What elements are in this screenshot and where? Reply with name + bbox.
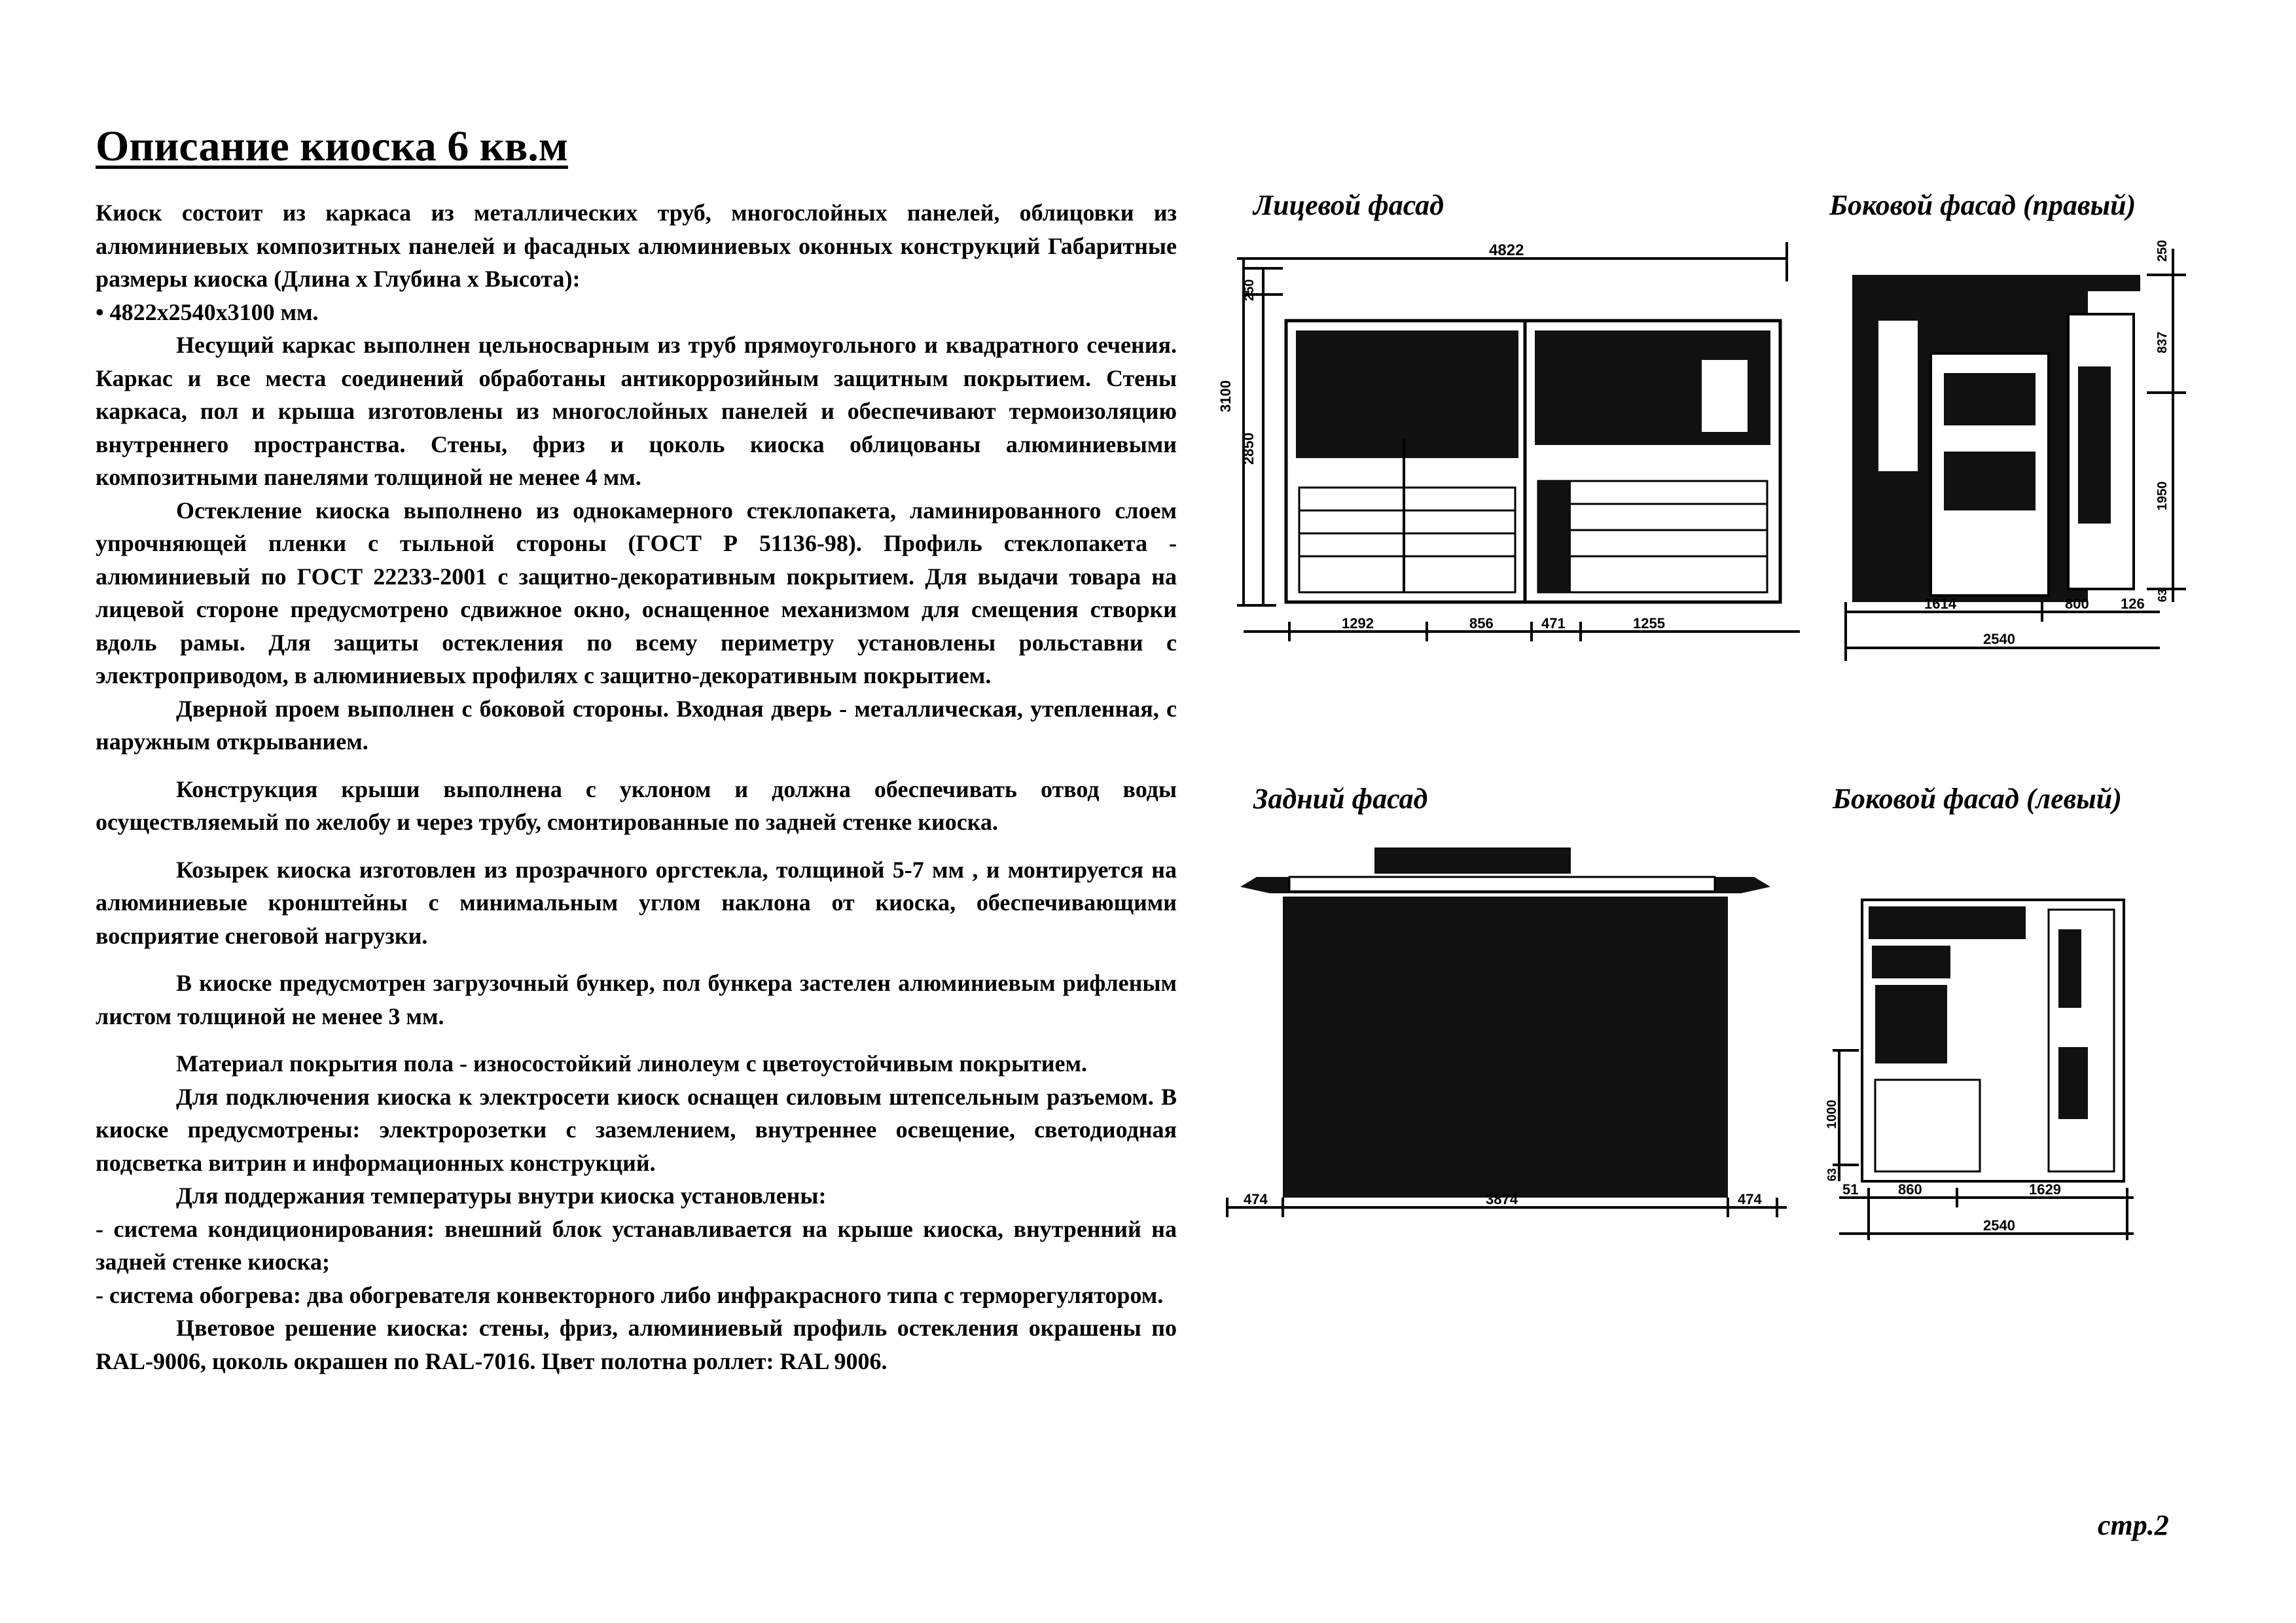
caption-side-left-facade: Боковой фасад (левый) xyxy=(1833,783,2122,815)
dim-side-right-bottom: 800 xyxy=(2065,596,2089,612)
paragraph: Остекление киоска выполнено из однокамерного стеклопакета, ламинированного слоем упрочняющей пленки с тыльной стороны (ГОСТ Р 51136-98). Профиль стеклопакета - алюминиевый по ГОСТ 22233-2001 с защитно-декоративным покрытием. Для выдачи товара на лицевой стороне предусмотрено сдвижное окно, оснащенное механизмом для смещения створки вдоль рамы. Для защиты остекления по всему периметру установлены рольставни с электроприводом, в алюминиевых профилях с защитно-декоративным покрытием. xyxy=(96,497,1177,688)
dim-side-left-bottom: 1629 xyxy=(2029,1181,2061,1198)
paragraph: • 4822х2540х3100 мм. xyxy=(96,298,319,325)
back-facade-drawing xyxy=(1217,844,1806,1237)
dim-back-middle: 3874 xyxy=(1486,1191,1518,1207)
dim-side-left-height: 1000 xyxy=(1825,1099,1839,1129)
dim-side-right-lower: 1950 xyxy=(2155,481,2170,510)
side-right-facade-drawing xyxy=(1833,236,2199,661)
dim-front-bottom: 471 xyxy=(1541,615,1566,632)
paragraph: Для подключения киоска к электросети киоск оснащен силовым штепсельным разъемом. В киоске предусмотрены: электророзетки с заземлением, внутреннее освещение, светодиодная подсветка витрин и информационных конструкций. xyxy=(96,1083,1177,1176)
dim-side-left-base: 63 xyxy=(1825,1168,1839,1181)
dim-front-bottom: 1255 xyxy=(1633,615,1665,632)
dim-side-left-total: 2540 xyxy=(1983,1217,2015,1234)
dim-front-bottom: 1292 xyxy=(1342,615,1374,632)
paragraph: Материал покрытия пола - износостойкий линолеум с цветоустойчивым покрытием. xyxy=(176,1050,1088,1077)
dim-front-height-total: 3100 xyxy=(1217,380,1234,412)
dim-side-left-bottom: 51 xyxy=(1842,1181,1859,1198)
dim-front-top: 250 xyxy=(1242,279,1257,301)
dim-front-width: 4822 xyxy=(1489,241,1524,259)
paragraph: Дверной проем выполнен с боковой стороны. Входная дверь - металлическая, утепленная, с наружным открыванием. xyxy=(96,695,1177,755)
side-left-facade-drawing xyxy=(1825,877,2199,1257)
dim-side-right-base: 63 xyxy=(2156,588,2169,602)
dim-front-height-body: 2850 xyxy=(1240,433,1257,465)
caption-back-facade: Задний фасад xyxy=(1253,783,1428,815)
paragraph: Для поддержания температуры внутри киоска установлены: xyxy=(176,1183,827,1209)
caption-side-right-facade: Боковой фасад (правый) xyxy=(1829,189,2136,221)
dim-back-left: 474 xyxy=(1244,1191,1268,1207)
dim-side-right-bottom: 1614 xyxy=(1924,596,1956,612)
paragraph: Киоск состоит из каркаса из металлических труб, многослойных панелей, облицовки из алюминиевых композитных панелей и фасадных алюминиевых оконных конструкций Габаритные размеры киоска (Длина х Глубина х Высота): xyxy=(96,200,1177,292)
dim-side-right-upper: 837 xyxy=(2155,331,2170,353)
dim-side-right-bottom: 126 xyxy=(2121,596,2145,612)
front-facade-drawing xyxy=(1217,242,1806,635)
caption-front-facade: Лицевой фасад xyxy=(1253,189,1444,221)
paragraph: Конструкция крыши выполнена с уклоном и должна обеспечивать отвод воды осуществляемый по желобу и через трубу, смонтированные по задней стенке киоска. xyxy=(96,776,1177,835)
dim-side-right-top: 250 xyxy=(2155,240,2170,262)
paragraph: - система обогрева: два обогревателя конвекторного либо инфракрасного типа с терморегулятором. xyxy=(96,1281,1164,1308)
paragraph: - система кондиционирования: внешний блок устанавливается на крыше киоска, внутренний на задней стенке киоска; xyxy=(96,1215,1177,1275)
paragraph: В киоске предусмотрен загрузочный бункер, пол бункера застелен алюминиевым рифленым листом толщиной не менее 3 мм. xyxy=(96,970,1177,1029)
dim-back-right: 474 xyxy=(1738,1191,1762,1207)
paragraph: Цветовое решение киоска: стены, фриз, алюминиевый профиль остекления окрашены по RAL-9006, цоколь окрашен по RAL-7016. Цвет полотна роллет: RAL 9006. xyxy=(96,1315,1177,1374)
description-text xyxy=(96,196,1177,1378)
paragraph: Несущий каркас выполнен цельносварным из труб прямоугольного и квадратного сечения. Каркас и все места соединений обработаны антикоррозийным защитным покрытием. Стены каркаса, пол и крыша изготовлены из многослойных панелей и обеспечивают термоизоляцию внутреннего пространства. Стены, фриз и цоколь киоска облицованы алюминиевыми композитными панелями толщиной не менее 4 мм. xyxy=(96,332,1177,490)
page-number: стр.2 xyxy=(2098,1509,2169,1541)
paragraph: Козырек киоска изготовлен из прозрачного оргстекла, толщиной 5-7 мм , и монтируется на алюминиевые кронштейны с минимальным углом наклона от киоска, обеспечивающими восприятие снеговой нагрузки. xyxy=(96,856,1177,949)
dim-side-right-total: 2540 xyxy=(1983,631,2015,647)
dim-front-bottom: 856 xyxy=(1469,615,1494,632)
page-title: Описание киоска 6 кв.м xyxy=(96,122,568,170)
dim-side-left-bottom: 860 xyxy=(1898,1181,1922,1198)
